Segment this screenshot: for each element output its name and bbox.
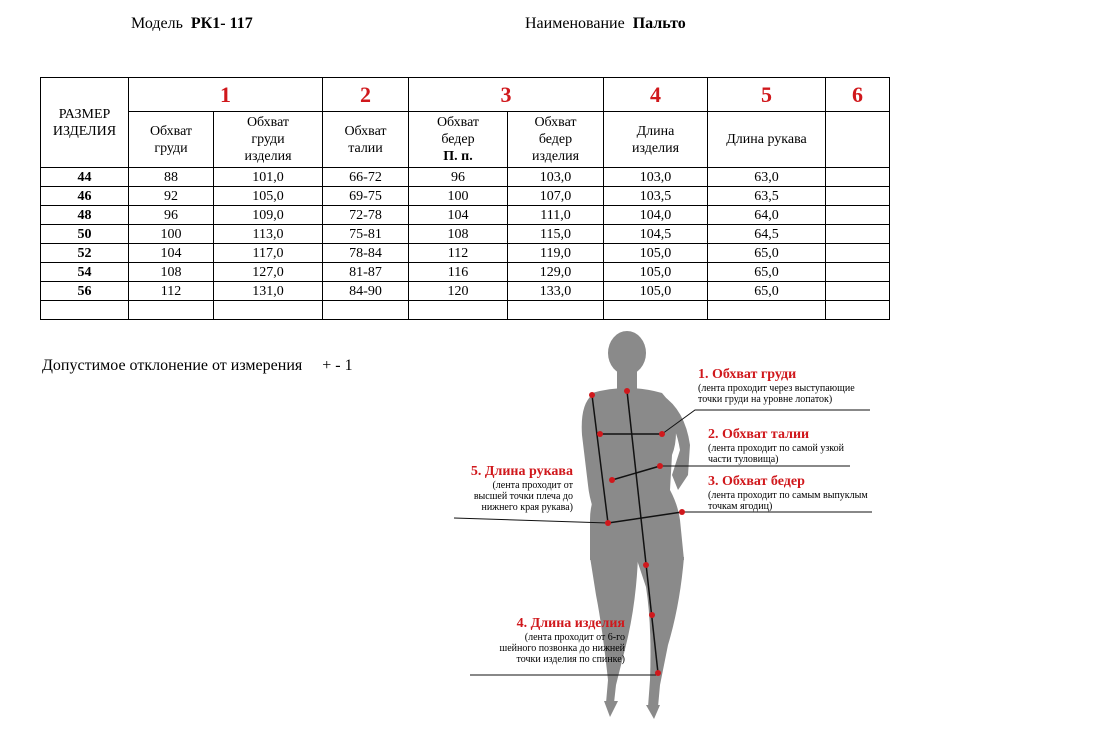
table-cell: 100 — [409, 187, 508, 206]
table-cell: 115,0 — [508, 225, 604, 244]
tolerance-text: Допустимое отклонение от измерения — [42, 357, 303, 374]
table-cell: 64,0 — [708, 206, 826, 225]
table-cell: 103,0 — [508, 168, 604, 187]
table-cell: 108 — [409, 225, 508, 244]
table-cell: 133,0 — [508, 282, 604, 301]
column-header-garment-length: Длина изделия — [604, 112, 708, 168]
table-cell: 104 — [409, 206, 508, 225]
group-number-3: 3 — [409, 78, 604, 112]
table-cell: 101,0 — [214, 168, 323, 187]
table-row-empty — [41, 301, 890, 320]
table-cell: 105,0 — [604, 244, 708, 263]
size-cell: 46 — [41, 187, 129, 206]
table-cell: 104,0 — [604, 206, 708, 225]
annotation-chest-line2: точки груди на уровне лопаток) — [698, 394, 833, 405]
table-body — [41, 168, 890, 320]
table-cell: 127,0 — [214, 263, 323, 282]
table-cell: 112 — [129, 282, 214, 301]
table-cell: 105,0 — [604, 263, 708, 282]
table-cell: 100 — [129, 225, 214, 244]
table-cell: 113,0 — [214, 225, 323, 244]
table-cell: 81-87 — [323, 263, 409, 282]
annotation-garment-length-title: 4. Длина изделия — [516, 616, 625, 631]
column-header-empty — [826, 112, 890, 168]
table-cell: 69-75 — [323, 187, 409, 206]
group-number-4: 4 — [604, 78, 708, 112]
table-cell: 112 — [409, 244, 508, 263]
model-header — [131, 15, 253, 33]
table-cell: 131,0 — [214, 282, 323, 301]
annotation-sleeve-title: 5. Длина рукава — [470, 464, 573, 479]
table-cell: 104,5 — [604, 225, 708, 244]
size-column-header: РАЗМЕР ИЗДЕЛИЯ — [41, 78, 129, 168]
table-cell: 78-84 — [323, 244, 409, 263]
table-cell — [826, 263, 890, 282]
column-header-chest-garment: Обхват груди изделия — [214, 112, 323, 168]
table-cell: 103,0 — [604, 168, 708, 187]
table-cell: 66-72 — [323, 168, 409, 187]
table-cell: 88 — [129, 168, 214, 187]
group-number-6: 6 — [826, 78, 890, 112]
annotation-garment-length-line3: точки изделия по спинке) — [516, 654, 625, 665]
table-row — [41, 244, 890, 263]
table-cell: 111,0 — [508, 206, 604, 225]
table-cell: 104 — [129, 244, 214, 263]
product-name-label: Наименование — [525, 15, 625, 32]
product-name-value: Пальто — [632, 15, 686, 32]
table-cell: 129,0 — [508, 263, 604, 282]
table-cell — [129, 301, 214, 320]
table-cell — [826, 206, 890, 225]
table-cell: 64,5 — [708, 225, 826, 244]
annotation-waist-line2: части туловища) — [708, 454, 779, 465]
table-row — [41, 225, 890, 244]
table-cell: 103,5 — [604, 187, 708, 206]
annotation-waist-title: 2. Обхват талии — [708, 427, 810, 442]
model-value: РК1- 117 — [190, 15, 253, 32]
group-number-2: 2 — [323, 78, 409, 112]
table-cell — [826, 301, 890, 320]
annotation-sleeve-line2: высшей точки плеча до — [473, 491, 573, 502]
table-cell — [214, 301, 323, 320]
annotation-chest-line1: (лента проходит через выступающие — [698, 383, 855, 394]
table-cell — [604, 301, 708, 320]
table-cell — [323, 301, 409, 320]
annotation-hips-line1: (лента проходит по самым выпуклым — [708, 490, 868, 501]
table-cell: 108 — [129, 263, 214, 282]
tolerance-value: + - 1 — [322, 357, 353, 374]
column-header-chest: Обхват груди — [129, 112, 214, 168]
size-cell: 50 — [41, 225, 129, 244]
table-cell — [409, 301, 508, 320]
column-header-hips-garment: Обхват бедер изделия — [508, 112, 604, 168]
annotation-sleeve-line3: нижнего края рукава) — [481, 502, 573, 513]
annotation-garment-length-line2: шейного позвонка до нижней — [499, 643, 625, 654]
table-cell: 65,0 — [708, 263, 826, 282]
table-cell: 63,5 — [708, 187, 826, 206]
size-table — [40, 77, 890, 320]
column-header-sleeve-length: Длина рукава — [708, 112, 826, 168]
table-cell — [826, 168, 890, 187]
annotation-sleeve — [458, 464, 573, 513]
table-row — [41, 263, 890, 282]
column-header-waist: Обхват талии — [323, 112, 409, 168]
table-cell — [826, 244, 890, 263]
column-header-row — [41, 112, 890, 168]
table-cell: 117,0 — [214, 244, 323, 263]
annotation-hips — [708, 474, 868, 512]
table-cell: 63,0 — [708, 168, 826, 187]
table-cell: 105,0 — [214, 187, 323, 206]
size-cell: 56 — [41, 282, 129, 301]
annotation-waist-line1: (лента проходит по самой узкой — [708, 443, 844, 454]
table-row — [41, 282, 890, 301]
table-cell: 84-90 — [323, 282, 409, 301]
annotation-hips-title: 3. Обхват бедер — [708, 474, 805, 489]
group-number-1: 1 — [129, 78, 323, 112]
table-cell — [826, 225, 890, 244]
annotation-garment-length — [480, 616, 625, 665]
annotation-sleeve-line1: (лента проходит от — [492, 480, 573, 491]
table-cell — [708, 301, 826, 320]
table-cell: 109,0 — [214, 206, 323, 225]
table-cell: 72-78 — [323, 206, 409, 225]
table-cell — [508, 301, 604, 320]
table-cell: 96 — [129, 206, 214, 225]
table-cell — [826, 187, 890, 206]
table-row — [41, 187, 890, 206]
size-cell: 54 — [41, 263, 129, 282]
table-cell: 119,0 — [508, 244, 604, 263]
annotation-garment-length-line1: (лента проходит от 6-го — [524, 632, 625, 643]
table-cell: 75-81 — [323, 225, 409, 244]
table-cell: 96 — [409, 168, 508, 187]
group-number-row — [41, 78, 890, 112]
table-cell: 92 — [129, 187, 214, 206]
annotation-chest — [698, 367, 855, 405]
table-cell: 65,0 — [708, 282, 826, 301]
column-header-hips: Обхват бедер П. п. — [409, 112, 508, 168]
table-cell: 65,0 — [708, 244, 826, 263]
table-cell — [826, 282, 890, 301]
table-cell: 107,0 — [508, 187, 604, 206]
annotation-hips-line2: точкам ягодиц) — [708, 501, 773, 512]
product-name-header — [525, 15, 686, 33]
size-cell: 52 — [41, 244, 129, 263]
table-cell — [41, 301, 129, 320]
measurement-figure — [440, 325, 900, 725]
size-cell: 48 — [41, 206, 129, 225]
size-cell: 44 — [41, 168, 129, 187]
annotation-waist — [708, 427, 844, 465]
annotation-chest-title: 1. Обхват груди — [698, 367, 797, 382]
table-cell: 120 — [409, 282, 508, 301]
table-cell: 116 — [409, 263, 508, 282]
tolerance-note — [42, 357, 353, 375]
table-row — [41, 206, 890, 225]
table-cell: 105,0 — [604, 282, 708, 301]
table-row — [41, 168, 890, 187]
model-label: Модель — [131, 15, 183, 32]
group-number-5: 5 — [708, 78, 826, 112]
